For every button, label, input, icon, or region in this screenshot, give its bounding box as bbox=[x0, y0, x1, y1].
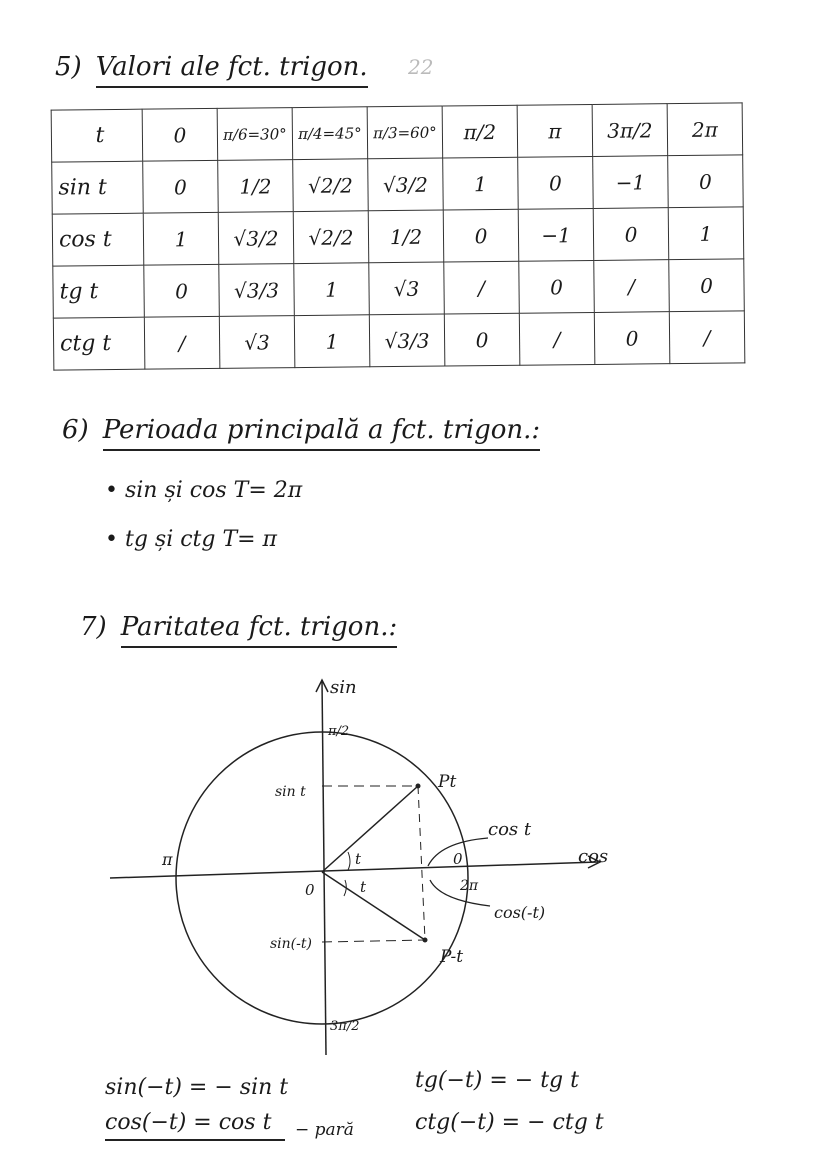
table-cell: √3 bbox=[219, 316, 295, 369]
table-cell: 1 bbox=[668, 207, 744, 260]
formula-cos: cos(−t) = cos t bbox=[105, 1110, 285, 1141]
section-title: Perioada principală a fct. trigon.: bbox=[103, 415, 540, 451]
table-cell: 0 bbox=[594, 312, 670, 365]
period-item-tg-ctg: • tg și ctg T= π bbox=[105, 527, 278, 552]
label-angle-t: t bbox=[355, 850, 362, 868]
table-cell: 0 bbox=[144, 264, 220, 317]
label-cos-t: cos t bbox=[488, 819, 532, 840]
row-label: ctg t bbox=[53, 317, 145, 370]
table-cell: √2/2 bbox=[293, 159, 369, 212]
table-cell: 1/2 bbox=[368, 210, 444, 263]
table-cell: 1 bbox=[143, 212, 219, 265]
formula-tg: tg(−t) = − tg t bbox=[415, 1068, 579, 1093]
table-cell: √3 bbox=[369, 262, 445, 315]
table-cell: 0 bbox=[443, 209, 519, 262]
point-pt bbox=[416, 784, 421, 789]
period-item-sin-cos: • sin și cos T= 2π bbox=[105, 478, 303, 503]
sin-axis-label: sin bbox=[330, 677, 357, 698]
table-cell: 0 bbox=[143, 160, 219, 213]
table-header-cell: π/4=45° bbox=[292, 107, 368, 160]
dashed-line bbox=[322, 940, 425, 942]
section-title: Valori ale fct. trigon. bbox=[96, 52, 368, 88]
table-cell: 0 bbox=[444, 313, 520, 366]
dashed-line bbox=[418, 786, 425, 940]
table-cell: / bbox=[594, 260, 670, 313]
label-sin-t: sin t bbox=[275, 784, 306, 800]
row-label: cos t bbox=[52, 213, 144, 266]
table-cell: 1 bbox=[294, 263, 370, 316]
cos-axis-label: cos bbox=[578, 846, 609, 867]
table-cell: √3/3 bbox=[219, 264, 295, 317]
period-text: sin și cos T= 2π bbox=[124, 478, 303, 503]
table-cell: √2/2 bbox=[293, 211, 369, 264]
formula-cos-note: − pară bbox=[295, 1120, 354, 1140]
label-angle-neg-t: t bbox=[360, 878, 367, 896]
period-text: tg și ctg T= π bbox=[124, 527, 278, 552]
table-cell: / bbox=[519, 312, 595, 365]
label-pi-half: π/2 bbox=[328, 724, 350, 739]
unit-circle bbox=[176, 732, 468, 1024]
radius-pt bbox=[322, 786, 418, 872]
cos-axis bbox=[110, 862, 598, 878]
angle-arc bbox=[348, 852, 350, 870]
label-sin-neg-t: sin(-t) bbox=[270, 936, 312, 952]
page-number: 22 bbox=[408, 55, 434, 79]
table-header-cell: 2π bbox=[667, 103, 743, 156]
row-label: sin t bbox=[52, 161, 144, 214]
label-origin: 0 bbox=[305, 881, 315, 899]
table-cell: −1 bbox=[593, 156, 669, 209]
table-cell: √3/2 bbox=[368, 158, 444, 211]
table-cell: 0 bbox=[593, 208, 669, 261]
section-number: 6) bbox=[62, 415, 89, 445]
section-number: 7) bbox=[80, 612, 107, 642]
label-3pi-half: 3π/2 bbox=[330, 1019, 360, 1034]
table-cell: 1/2 bbox=[218, 160, 294, 213]
table-cell: −1 bbox=[518, 208, 594, 261]
table-header-cell: π/3=60° bbox=[367, 106, 443, 159]
formula-ctg: ctg(−t) = − ctg t bbox=[415, 1110, 604, 1135]
table-header-cell: 0 bbox=[142, 108, 218, 161]
table-cell: 0 bbox=[668, 155, 744, 208]
table-cell: √3/3 bbox=[369, 314, 445, 367]
section-number: 5) bbox=[55, 52, 82, 82]
sin-axis bbox=[322, 680, 326, 1055]
label-pi: π bbox=[162, 850, 173, 869]
table-cell: 0 bbox=[669, 259, 745, 312]
table-cell: / bbox=[669, 311, 745, 364]
table-header-cell: t bbox=[51, 109, 143, 162]
section-title: Paritatea fct. trigon.: bbox=[121, 612, 398, 648]
label-p-neg-t: P-t bbox=[440, 947, 464, 967]
point-p-neg-t bbox=[423, 938, 428, 943]
label-pt: Pt bbox=[438, 772, 457, 792]
radius-p-neg-t bbox=[322, 872, 425, 940]
label-cos-neg-t: cos(-t) bbox=[494, 903, 546, 922]
table-cell: 0 bbox=[519, 260, 595, 313]
table-cell: √3/2 bbox=[218, 212, 294, 265]
row-label: tg t bbox=[53, 265, 145, 318]
label-2pi: 2π bbox=[460, 878, 479, 894]
table-cell: 1 bbox=[294, 315, 370, 368]
table-cell: / bbox=[144, 316, 220, 369]
label-zero: 0 bbox=[453, 850, 463, 868]
table-cell: 0 bbox=[518, 156, 594, 209]
table-header-cell: 3π/2 bbox=[592, 104, 668, 157]
table-header-cell: π/6=30° bbox=[217, 108, 293, 161]
table-header-cell: π bbox=[517, 104, 593, 157]
table-header-cell: π/2 bbox=[442, 105, 518, 158]
table-cell: 1 bbox=[443, 157, 519, 210]
formula-sin: sin(−t) = − sin t bbox=[105, 1075, 289, 1100]
table-cell: / bbox=[444, 261, 520, 314]
